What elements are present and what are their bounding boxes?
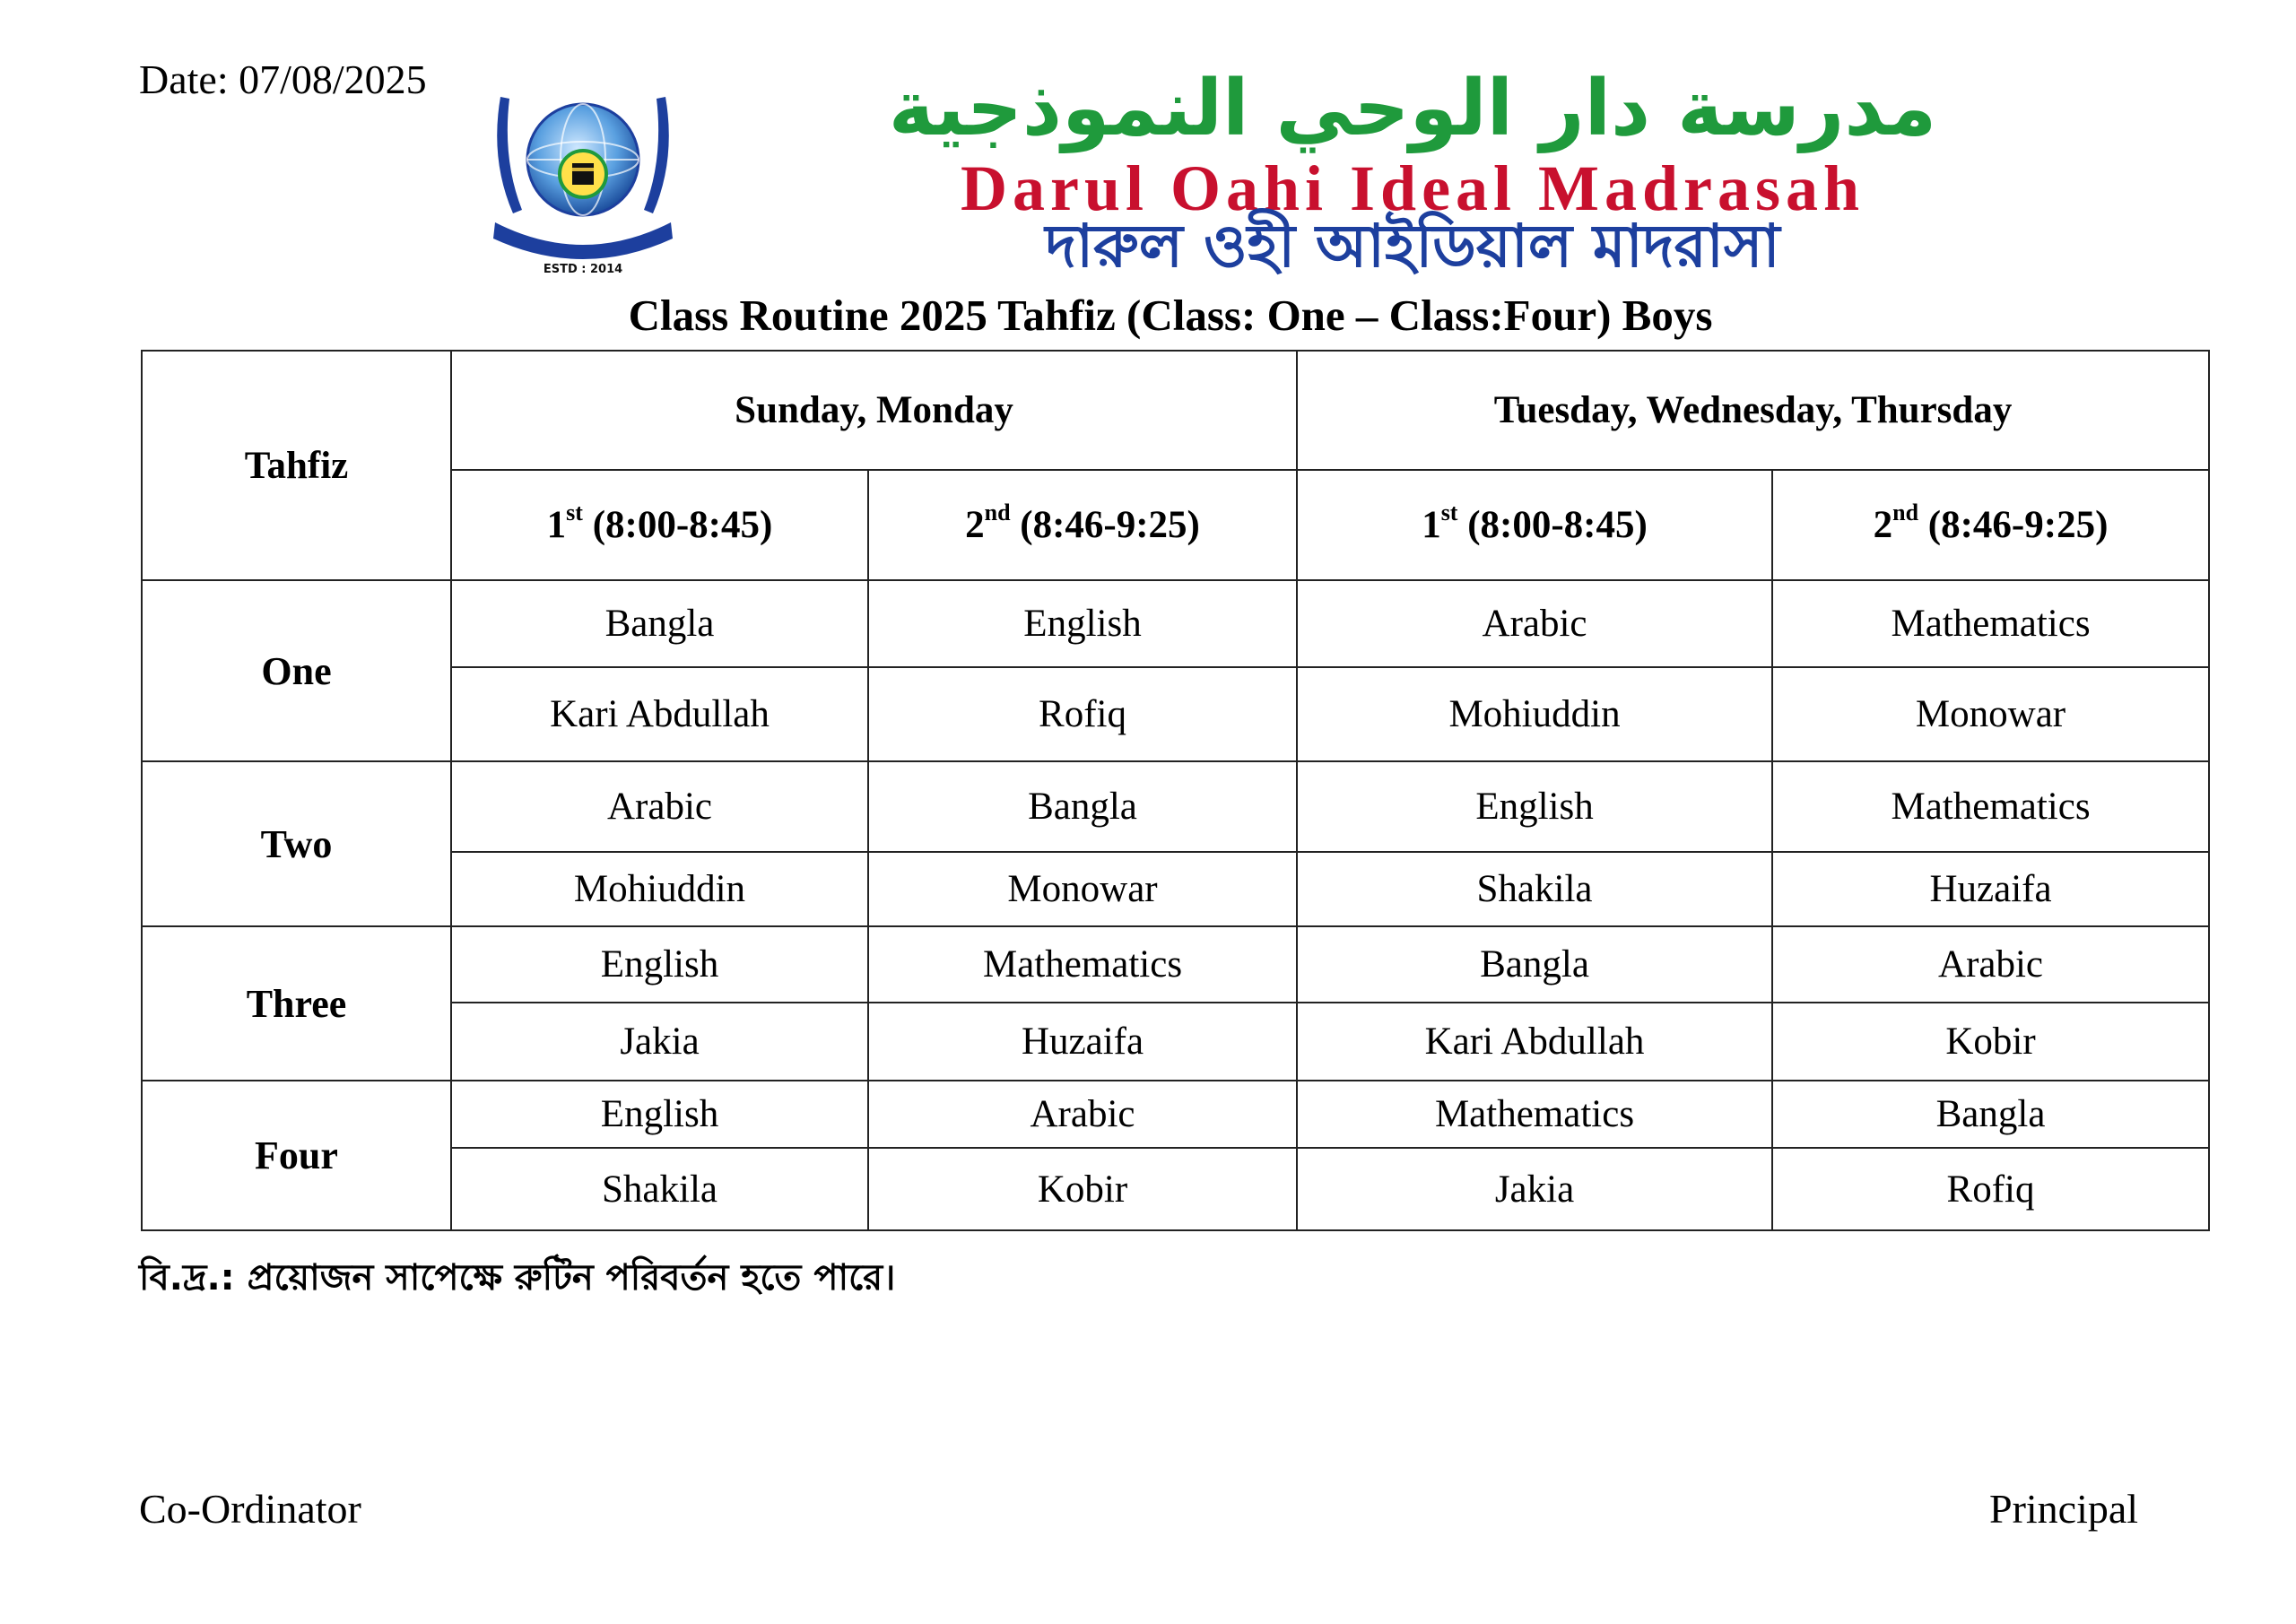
teacher-cell: Mohiuddin [451, 852, 868, 926]
corner-header: Tahfiz [142, 351, 451, 580]
day-group-header: Sunday, Monday [451, 351, 1297, 470]
svg-text:ESTD : 2014: ESTD : 2014 [543, 263, 623, 276]
table-row [142, 926, 2209, 1003]
madrasah-logo-seal [483, 88, 683, 276]
subject-cell: Arabic [451, 761, 868, 852]
subject-cell: English [1297, 761, 1772, 852]
subject-cell: Mathematics [1297, 1081, 1772, 1148]
teacher-cell: Monowar [868, 852, 1297, 926]
period-header: 2nd (8:46-9:25) [1772, 470, 2209, 580]
teacher-cell: Kobir [868, 1148, 1297, 1230]
svg-text:مدرسة دار الوحي النموذجية: مدرسة دار الوحي النموذجية [888, 65, 1937, 153]
madrasah-name-bangla: দারুল ওহী আইডিয়াল মাদরাসা [1045, 212, 1780, 281]
subject-cell: Arabic [1772, 926, 2209, 1003]
table-row [142, 852, 2209, 926]
period-header: 1st (8:00-8:45) [1297, 470, 1772, 580]
period-header: 1st (8:00-8:45) [451, 470, 868, 580]
teacher-cell: Jakia [1297, 1148, 1772, 1230]
subject-cell: English [451, 926, 868, 1003]
teacher-cell: Jakia [451, 1003, 868, 1081]
teacher-cell: Kari Abdullah [451, 667, 868, 761]
class-label: Three [142, 926, 451, 1081]
subject-cell: Bangla [451, 580, 868, 667]
table-row [142, 1081, 2209, 1148]
day-group-header: Tuesday, Wednesday, Thursday [1297, 351, 2209, 470]
table-row [142, 761, 2209, 852]
table-row [142, 1003, 2209, 1081]
teacher-cell: Kobir [1772, 1003, 2209, 1081]
subject-cell: Bangla [1772, 1081, 2209, 1148]
teacher-cell: Rofiq [1772, 1148, 2209, 1230]
subject-cell: English [868, 580, 1297, 667]
routine-title: Class Routine 2025 Tahfiz (Class: One – Class:Four) Boys [628, 291, 1713, 340]
class-label: One [142, 580, 451, 761]
table-row [142, 580, 2209, 667]
teacher-cell: Huzaifa [1772, 852, 2209, 926]
class-routine-table [141, 350, 2210, 1231]
subject-cell: Mathematics [868, 926, 1297, 1003]
footnote-bangla: বি.দ্র.: প্রয়োজন সাপেক্ষে রুটিন পরিবর্তন হতে পারে। [139, 1257, 896, 1298]
subject-cell: Arabic [1297, 580, 1772, 667]
subject-cell: Bangla [868, 761, 1297, 852]
document-date: Date: 07/08/2025 [139, 56, 427, 102]
subject-cell: Arabic [868, 1081, 1297, 1148]
coordinator-signature-label: Co-Ordinator [139, 1486, 361, 1532]
principal-signature-label: Principal [1989, 1486, 2139, 1532]
teacher-cell: Rofiq [868, 667, 1297, 761]
madrasah-name-english: Darul Oahi Ideal Madrasah [960, 152, 1866, 224]
subject-cell: Mathematics [1772, 580, 2209, 667]
period-header: 2nd (8:46-9:25) [868, 470, 1297, 580]
teacher-cell: Shakila [1297, 852, 1772, 926]
table-row [142, 667, 2209, 761]
teacher-cell: Shakila [451, 1148, 868, 1230]
class-label: Four [142, 1081, 451, 1230]
teacher-cell: Huzaifa [868, 1003, 1297, 1081]
table-row [142, 1148, 2209, 1230]
subject-cell: Bangla [1297, 926, 1772, 1003]
teacher-cell: Mohiuddin [1297, 667, 1772, 761]
teacher-cell: Kari Abdullah [1297, 1003, 1772, 1081]
subject-cell: English [451, 1081, 868, 1148]
madrasah-name-arabic [749, 65, 2076, 154]
class-label: Two [142, 761, 451, 926]
subject-cell: Mathematics [1772, 761, 2209, 852]
teacher-cell: Monowar [1772, 667, 2209, 761]
